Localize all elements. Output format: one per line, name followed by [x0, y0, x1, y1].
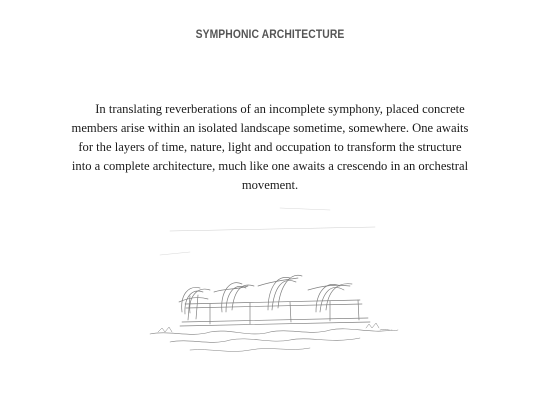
description-text: In translating reverberations of an incomplete symphony, placed concrete members arise within an isolated landscape sometime, somewhere. One awaits for the layers of time, nature, light and occupation to transform the structure into a complete architecture, much like one awaits a crescendo in an orchestral movement.: [71, 102, 469, 192]
description-paragraph: [68, 100, 472, 195]
architectural-sketch: [130, 200, 420, 380]
page-title: SYMPHONIC ARCHITECTURE: [195, 29, 345, 41]
